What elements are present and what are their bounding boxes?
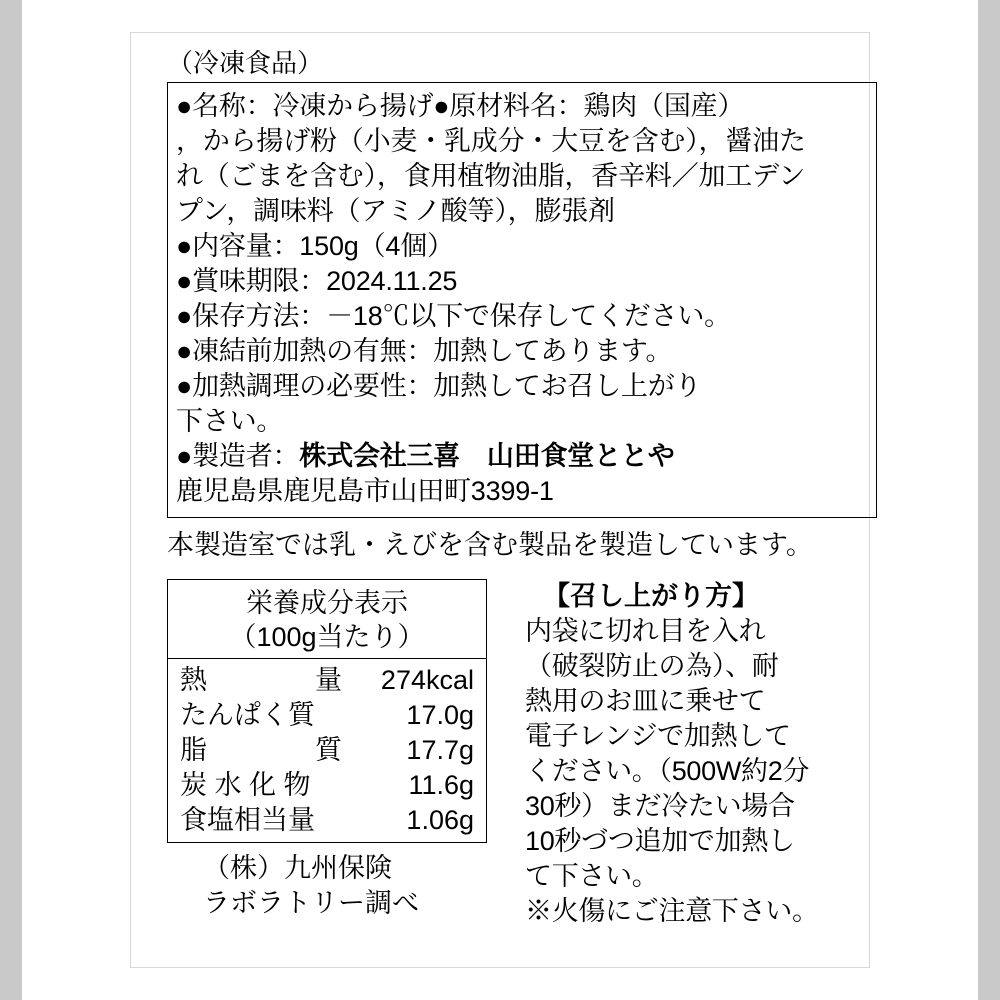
table-row — [180, 768, 474, 803]
table-row — [180, 803, 474, 838]
nutrition-key: 食塩相当量 — [180, 805, 315, 835]
label-row-storage: ●保存方法：－18℃以下で保存してください。 — [176, 301, 731, 331]
howto-line: ください。（500W約2分 — [525, 756, 810, 786]
manufacturer-line — [176, 439, 868, 474]
label-row: れ（ごまを含む），食用植物油脂，香辛料／加工デン — [176, 161, 806, 191]
nutrition-subtitle: （100g当たり） — [168, 620, 486, 659]
nutrition-source-line: ラボラトリー調べ — [203, 888, 419, 918]
nutrition-value: 17.0g — [406, 700, 474, 730]
howto-line: 10秒づつ追加で加熱し — [525, 826, 795, 856]
howto-line: 30秒）まだ冷たい場合 — [525, 791, 795, 821]
label-row-best-before: ●賞味期限：2024.11.25 — [176, 266, 458, 296]
label-row-heating-required: ●加熱調理の必要性：加熱してお召し上がり — [176, 371, 702, 401]
nutrition-value: 274kcal — [380, 665, 474, 695]
howto-title: 【召し上がり方】 — [543, 581, 759, 611]
nutrition-source — [167, 851, 497, 921]
label-row-net-weight: ●内容量：150g（4個） — [176, 231, 454, 261]
howto-line: て下さい。 — [525, 861, 659, 891]
label-row: プン，調味料（アミノ酸等），膨張剤 — [176, 196, 615, 226]
howto-line: 熱用のお皿に乗せて — [525, 686, 766, 716]
table-row — [180, 663, 474, 698]
nutrition-value: 1.06g — [406, 805, 474, 835]
nutrition-section — [167, 579, 497, 921]
nutrition-source-line: （株）九州保険 — [203, 853, 392, 883]
nutrition-key: 熱 量 — [180, 665, 342, 695]
nutrition-key: 脂 質 — [180, 735, 342, 765]
manufacturer-address: 鹿児島県鹿児島市山田町3399-1 — [176, 476, 554, 506]
allergen-note: 本製造室では乳・えびを含む製品を製造しています。 — [167, 530, 813, 560]
manufacturer-name: 株式会社三喜 山田食堂ととや — [299, 441, 675, 471]
label-row-heating-required-cont: 下さい。 — [176, 406, 284, 436]
frozen-food-tag: （冷凍食品） — [167, 48, 324, 78]
label-page — [22, 0, 978, 1000]
nutrition-value: 11.6g — [408, 770, 474, 800]
nutrition-table — [167, 579, 487, 843]
nutrition-title: 栄養成分表示 — [246, 588, 408, 618]
label-content — [167, 48, 877, 929]
table-row — [180, 698, 474, 733]
howto-body — [525, 614, 875, 929]
howto-section — [525, 579, 875, 929]
howto-line: 内袋に切れ目を入れ — [525, 616, 766, 646]
label-row: ●名称：冷凍から揚げ●原材料名：鶏肉（国産） — [176, 91, 745, 121]
nutrition-key: たんぱく質 — [180, 700, 315, 730]
howto-line: 電子レンジで加熱して — [525, 721, 791, 751]
nutrition-value: 17.7g — [406, 735, 474, 765]
bottom-section — [167, 579, 877, 929]
howto-line: （破裂防止の為）、耐 — [525, 651, 779, 681]
nutrition-rows — [168, 659, 486, 838]
nutrition-key: 炭 水 化 物 — [180, 770, 311, 800]
ingredients-box — [167, 82, 877, 518]
label-row-preheated: ●凍結前加熱の有無：加熱してあります。 — [176, 336, 673, 366]
howto-warning-line: ※火傷にご注意下さい。 — [525, 896, 819, 926]
table-row — [180, 733, 474, 768]
manufacturer-prefix: ●製造者： — [176, 441, 300, 471]
label-row: ，から揚げ粉（小麦・乳成分・大豆を含む），醤油た — [176, 126, 806, 156]
